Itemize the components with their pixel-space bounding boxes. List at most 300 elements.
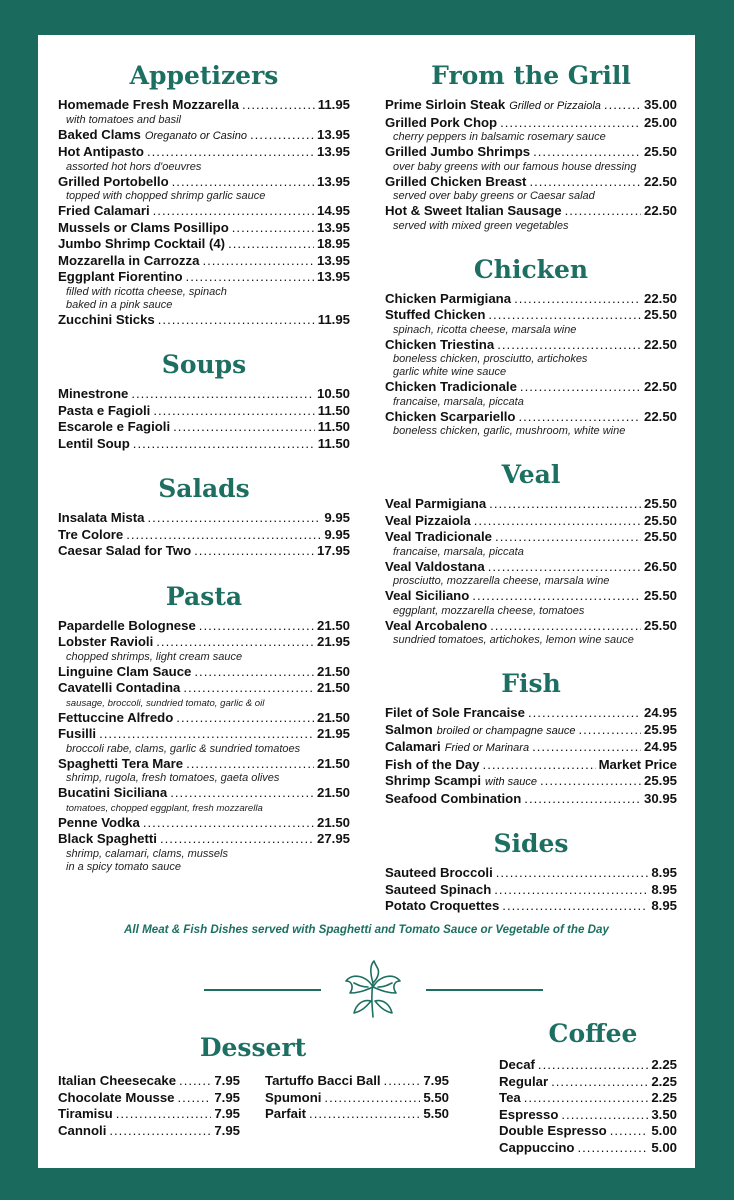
pasta-title: Pasta bbox=[165, 581, 243, 611]
dot-leader bbox=[147, 144, 314, 161]
item-name: Chicken Tradicionale bbox=[385, 379, 517, 394]
item-price: 7.95 bbox=[423, 1073, 449, 1088]
dot-leader bbox=[551, 1074, 648, 1091]
dot-leader bbox=[604, 97, 641, 114]
item-name: Penne Vodka bbox=[58, 814, 140, 830]
fish-title: Fish bbox=[501, 669, 561, 698]
menu-item-lentil-soup bbox=[58, 436, 350, 453]
item-name: Sauteed Spinach bbox=[385, 881, 492, 897]
menu-item-espresso bbox=[499, 1107, 677, 1124]
menu-item-spumoni bbox=[265, 1090, 449, 1107]
item-description: boneless chicken, garlic, mushroom, white wine bbox=[393, 425, 626, 437]
menu-item-regular bbox=[499, 1074, 677, 1091]
item-description: sundried tomatoes, artichokes, lemon wine sauce bbox=[393, 634, 634, 646]
menu-item-row bbox=[58, 386, 350, 403]
item-description: filled with ricotta cheese, spinach bbox=[66, 285, 227, 298]
item-note: Oreganato or Casino bbox=[144, 129, 247, 142]
veal-section bbox=[385, 458, 677, 647]
dot-leader bbox=[250, 127, 314, 144]
item-description: topped with chopped shrimp garlic sauce bbox=[66, 190, 266, 202]
item-price: 21.50 bbox=[316, 680, 350, 695]
item-price: 7.95 bbox=[214, 1089, 240, 1105]
item-name: Fish of the Day bbox=[385, 756, 480, 772]
item-price: 13.95 bbox=[316, 219, 350, 235]
dot-leader bbox=[143, 815, 314, 832]
menu-item-italian-cheesecake bbox=[58, 1073, 240, 1090]
item-name: Veal Tradicionale bbox=[385, 529, 493, 544]
item-name: Chicken Triestina bbox=[385, 336, 495, 352]
dot-leader bbox=[518, 409, 641, 426]
dot-leader bbox=[133, 436, 315, 453]
item-description: spinach, ricotta cheese, marsala wine bbox=[393, 323, 577, 336]
item-name: Cappuccino bbox=[499, 1139, 575, 1155]
dot-leader bbox=[324, 1090, 420, 1107]
menu-item-grilled-portobello bbox=[58, 174, 350, 204]
item-price: 2.25 bbox=[651, 1073, 677, 1089]
menu-item-veal-arcobaleno bbox=[385, 618, 677, 648]
menu-item-prime-sirloin-steak bbox=[385, 97, 677, 115]
menu-item-row bbox=[58, 726, 350, 743]
item-description: assorted hot hors d'oeuvres bbox=[66, 160, 202, 173]
salads-section bbox=[58, 472, 350, 560]
item-description: with tomatoes and basil bbox=[66, 113, 181, 126]
menu-item-row bbox=[385, 144, 677, 161]
dot-leader bbox=[538, 1057, 648, 1074]
item-price: 11.50 bbox=[317, 419, 350, 434]
item-name: Grilled Pork Chop bbox=[385, 114, 498, 130]
menu-item-row bbox=[58, 1090, 240, 1107]
dot-leader bbox=[496, 865, 649, 882]
menu-item-chicken-parmigiana bbox=[385, 291, 677, 308]
item-description: chopped shrimps, light cream sauce bbox=[66, 650, 243, 663]
item-price: 2.25 bbox=[651, 1057, 677, 1072]
menu-item-row bbox=[385, 203, 677, 220]
item-name: Pasta e Fagioli bbox=[58, 402, 151, 418]
item-name: Grilled Jumbo Shrimps bbox=[385, 144, 531, 159]
dot-leader bbox=[202, 253, 314, 270]
menu-item-row bbox=[58, 312, 350, 329]
menu-item-row bbox=[385, 496, 677, 513]
dessert-title: Dessert bbox=[199, 1033, 307, 1062]
item-price: 22.50 bbox=[643, 408, 677, 424]
item-price: 5.50 bbox=[423, 1089, 449, 1105]
dot-leader bbox=[186, 269, 314, 286]
dot-leader bbox=[173, 419, 315, 436]
menu-item-row bbox=[385, 291, 677, 308]
item-name: Escarole e Fagioli bbox=[58, 419, 171, 434]
item-price: 7.95 bbox=[214, 1106, 240, 1121]
item-description: francaise, marsala, piccata bbox=[393, 395, 524, 408]
menu-item-row bbox=[385, 379, 677, 396]
menu-item-veal-parmigiana bbox=[385, 496, 677, 513]
menu-item-fusilli bbox=[58, 726, 350, 756]
item-name: Cannoli bbox=[58, 1122, 107, 1138]
menu-item-row bbox=[499, 1140, 677, 1157]
item-price: 10.50 bbox=[316, 386, 350, 401]
item-name: Baked Clams bbox=[58, 126, 141, 142]
dot-leader bbox=[529, 174, 641, 191]
sides-title: Sides bbox=[493, 829, 569, 858]
item-price: 22.50 bbox=[643, 203, 677, 218]
menu-item-row bbox=[385, 588, 677, 605]
item-name: Homemade Fresh Mozzarella bbox=[58, 97, 240, 112]
menu-item-row bbox=[385, 739, 677, 757]
dot-leader bbox=[472, 588, 641, 605]
menu-item-row bbox=[58, 618, 350, 635]
dot-leader bbox=[179, 1073, 211, 1090]
sides-section bbox=[385, 827, 677, 915]
dot-leader bbox=[495, 529, 641, 546]
item-name: Chicken Parmigiana bbox=[385, 290, 512, 306]
dot-leader bbox=[488, 559, 641, 576]
item-name: Tea bbox=[499, 1090, 521, 1105]
item-price: 25.00 bbox=[643, 114, 677, 130]
item-description: served over baby greens or Caesar salad bbox=[393, 190, 595, 202]
menu-item-homemade-fresh-mozzarella bbox=[58, 97, 350, 127]
dot-leader bbox=[126, 527, 321, 544]
coffee-title: Coffee bbox=[548, 1019, 638, 1048]
chicken-section bbox=[385, 253, 677, 439]
item-note: Grilled or Pizzaiola bbox=[509, 100, 601, 112]
dot-leader bbox=[494, 882, 648, 899]
menu-item-row bbox=[58, 97, 350, 114]
menu-item-row bbox=[58, 253, 350, 270]
menu-item-row bbox=[58, 269, 350, 286]
menu-item-row bbox=[385, 898, 677, 915]
item-name: Hot Antipasto bbox=[58, 144, 144, 159]
item-price: 5.00 bbox=[651, 1139, 677, 1155]
dot-leader bbox=[524, 1090, 649, 1107]
menu-item-veal-valdostana bbox=[385, 559, 677, 589]
item-price: 25.50 bbox=[643, 496, 677, 511]
item-name: Tre Colore bbox=[58, 526, 124, 542]
menu-item-seafood-combination bbox=[385, 791, 677, 808]
item-name: Parfait bbox=[265, 1106, 307, 1121]
item-price: 30.95 bbox=[643, 790, 677, 806]
menu-item-row bbox=[499, 1123, 677, 1140]
menu-item-row bbox=[58, 710, 350, 727]
leaf-ornament-icon bbox=[340, 957, 406, 1023]
menu-item-row bbox=[58, 144, 350, 161]
dessert-column-b bbox=[265, 1073, 449, 1123]
item-description: eggplant, mozzarella cheese, tomatoes bbox=[393, 604, 585, 617]
dot-leader bbox=[533, 144, 641, 161]
menu-item-row bbox=[385, 618, 677, 635]
served-with-note: All Meat & Fish Dishes served with Spaghetti and Tomato Sauce or Vegetable of the Day bbox=[124, 923, 609, 936]
item-name: Lobster Ravioli bbox=[58, 634, 154, 649]
item-price: 5.50 bbox=[423, 1106, 449, 1121]
item-name: Insalata Mista bbox=[58, 510, 145, 525]
menu-item-potato-croquettes bbox=[385, 898, 677, 915]
item-name: Calamari bbox=[385, 739, 441, 754]
dot-leader bbox=[109, 1123, 211, 1140]
item-name: Spaghetti Tera Mare bbox=[58, 755, 184, 771]
menu-item-filet-of-sole-francaise bbox=[385, 705, 677, 722]
soups-items bbox=[58, 386, 350, 452]
item-description: francaise, marsala, piccata bbox=[393, 545, 524, 558]
menu-item-row bbox=[58, 174, 350, 191]
menu-item-spaghetti-tera-mare bbox=[58, 756, 350, 786]
item-price: 13.95 bbox=[316, 269, 350, 284]
menu-item-row bbox=[385, 773, 677, 791]
menu-page bbox=[38, 35, 695, 1168]
item-price: 21.50 bbox=[316, 663, 350, 679]
item-price: 21.50 bbox=[316, 617, 350, 633]
menu-item-row bbox=[385, 882, 677, 899]
dot-leader bbox=[170, 785, 314, 802]
dot-leader bbox=[309, 1106, 420, 1123]
menu-item-veal-pizzaiola bbox=[385, 513, 677, 530]
item-description: boneless chicken, prosciutto, artichokes bbox=[393, 353, 588, 365]
item-price: 22.50 bbox=[643, 336, 677, 352]
item-price: 7.95 bbox=[214, 1073, 240, 1088]
item-name: Chocolate Mousse bbox=[58, 1089, 175, 1105]
dot-leader bbox=[99, 726, 314, 743]
item-description: served with mixed green vegetables bbox=[393, 219, 569, 232]
dot-leader bbox=[194, 543, 314, 560]
item-description: shrimp, calamari, clams, mussels bbox=[66, 847, 228, 860]
menu-item-row bbox=[58, 634, 350, 651]
dot-leader bbox=[514, 291, 641, 308]
menu-item-row bbox=[58, 756, 350, 773]
item-price: 9.95 bbox=[324, 526, 350, 542]
item-price: 8.95 bbox=[651, 881, 677, 897]
menu-item-row bbox=[58, 403, 350, 420]
menu-item-sauteed-broccoli bbox=[385, 865, 677, 882]
dot-leader bbox=[116, 1106, 212, 1123]
menu-item-grilled-chicken-breast bbox=[385, 174, 677, 204]
item-name: Caesar Salad for Two bbox=[58, 543, 192, 558]
menu-item-pasta-e-fagioli bbox=[58, 403, 350, 420]
item-description: tomatoes, chopped eggplant, fresh mozzarella bbox=[66, 802, 263, 814]
appetizers-title: Appetizers bbox=[129, 61, 279, 90]
dot-leader bbox=[489, 496, 641, 513]
dot-leader bbox=[578, 722, 641, 739]
item-name: Zucchini Sticks bbox=[58, 311, 155, 327]
menu-item-sauteed-spinach bbox=[385, 882, 677, 899]
dot-leader bbox=[524, 791, 641, 808]
menu-item-salmon bbox=[385, 722, 677, 740]
menu-item-chicken-tradicionale bbox=[385, 379, 677, 409]
item-note: with sauce bbox=[485, 776, 537, 788]
item-name: Tiramisu bbox=[58, 1106, 113, 1121]
item-name: Spumoni bbox=[265, 1089, 322, 1105]
menu-item-decaf bbox=[499, 1057, 677, 1074]
salads-title: Salads bbox=[158, 474, 250, 503]
item-price: 17.95 bbox=[316, 543, 350, 558]
item-price: 13.95 bbox=[316, 252, 350, 268]
item-name: Grilled Chicken Breast bbox=[385, 173, 527, 189]
menu-item-row bbox=[58, 1123, 240, 1140]
item-name: Decaf bbox=[499, 1057, 535, 1072]
menu-item-bucatini-siciliana bbox=[58, 785, 350, 815]
item-price: 25.50 bbox=[643, 529, 677, 544]
item-name: Grilled Portobello bbox=[58, 173, 169, 189]
menu-item-jumbo-shrimp-cocktail-4 bbox=[58, 236, 350, 253]
item-name: Fusilli bbox=[58, 726, 97, 741]
menu-item-hot-sweet-italian-sausage bbox=[385, 203, 677, 233]
menu-item-row bbox=[385, 174, 677, 191]
dot-leader bbox=[158, 312, 315, 329]
menu-item-chocolate-mousse bbox=[58, 1090, 240, 1107]
item-price: 25.50 bbox=[643, 617, 677, 633]
item-name: Italian Cheesecake bbox=[58, 1073, 177, 1088]
item-name: Fried Calamari bbox=[58, 203, 150, 218]
item-name: Mozzarella in Carrozza bbox=[58, 252, 200, 268]
dot-leader bbox=[183, 680, 314, 697]
menu-item-fettuccine-alfredo bbox=[58, 710, 350, 727]
item-name: Sauteed Broccoli bbox=[385, 865, 493, 880]
item-name: Double Espresso bbox=[499, 1123, 607, 1138]
menu-item-row bbox=[58, 785, 350, 802]
item-name: Potato Croquettes bbox=[385, 898, 500, 913]
menu-item-row bbox=[385, 757, 677, 774]
salads-items bbox=[58, 510, 350, 560]
menu-item-baked-clams bbox=[58, 127, 350, 145]
item-price: 25.95 bbox=[643, 773, 677, 788]
item-price: 25.50 bbox=[643, 144, 677, 159]
menu-item-row bbox=[58, 203, 350, 220]
item-name: Black Spaghetti bbox=[58, 831, 157, 846]
dot-leader bbox=[186, 756, 314, 773]
item-price: 25.50 bbox=[643, 588, 677, 603]
item-price: 35.00 bbox=[643, 97, 677, 112]
menu-item-black-spaghetti bbox=[58, 831, 350, 874]
item-name: Linguine Clam Sauce bbox=[58, 663, 192, 679]
dot-leader bbox=[242, 97, 315, 114]
dot-leader bbox=[610, 1123, 649, 1140]
item-price: 5.00 bbox=[651, 1123, 677, 1138]
grill-section bbox=[385, 59, 677, 233]
item-price: 8.95 bbox=[651, 865, 677, 880]
item-price: 9.95 bbox=[324, 510, 350, 525]
menu-item-penne-vodka bbox=[58, 815, 350, 832]
item-price: 21.50 bbox=[316, 709, 350, 725]
menu-item-row bbox=[499, 1057, 677, 1074]
item-price: 8.95 bbox=[651, 898, 677, 913]
right-column bbox=[385, 59, 677, 935]
menu-item-row bbox=[265, 1106, 449, 1123]
item-name: Hot & Sweet Italian Sausage bbox=[385, 203, 562, 218]
menu-item-eggplant-fiorentino bbox=[58, 269, 350, 312]
menu-item-double-espresso bbox=[499, 1123, 677, 1140]
menu-item-grilled-pork-chop bbox=[385, 115, 677, 145]
menu-item-calamari bbox=[385, 739, 677, 757]
item-description: over baby greens with our famous house dressing bbox=[393, 160, 637, 173]
menu-item-row bbox=[499, 1090, 677, 1107]
item-price: 26.50 bbox=[643, 558, 677, 574]
menu-item-row bbox=[58, 220, 350, 237]
item-name: Espresso bbox=[499, 1106, 559, 1122]
pasta-section bbox=[58, 580, 350, 874]
dot-leader bbox=[384, 1073, 421, 1090]
divider-left bbox=[204, 989, 321, 991]
item-name: Chicken Scarpariello bbox=[385, 408, 516, 424]
dot-leader bbox=[502, 898, 648, 915]
appetizers-section bbox=[58, 59, 350, 328]
menu-item-row bbox=[58, 664, 350, 681]
item-name: Filet of Sole Francaise bbox=[385, 705, 525, 720]
veal-title: Veal bbox=[501, 460, 561, 489]
item-price: 21.50 bbox=[316, 814, 350, 830]
veal-items bbox=[385, 496, 677, 647]
menu-item-row bbox=[58, 543, 350, 560]
dot-leader bbox=[540, 773, 641, 790]
item-name: Stuffed Chicken bbox=[385, 307, 486, 322]
dot-leader bbox=[577, 1140, 648, 1157]
dot-leader bbox=[172, 174, 314, 191]
item-name: Cavatelli Contadina bbox=[58, 680, 181, 695]
menu-item-tiramisu bbox=[58, 1106, 240, 1123]
menu-item-tea bbox=[499, 1090, 677, 1107]
menu-item-tre-colore bbox=[58, 527, 350, 544]
dot-leader bbox=[528, 705, 641, 722]
menu-item-mussels-or-clams-posillipo bbox=[58, 220, 350, 237]
dot-leader bbox=[232, 220, 314, 237]
item-name: Bucatini Siciliana bbox=[58, 785, 168, 800]
item-price: 13.95 bbox=[316, 144, 350, 159]
menu-item-row bbox=[265, 1073, 449, 1090]
item-description: cherry peppers in balsamic rosemary sauce bbox=[393, 131, 606, 143]
menu-item-row bbox=[385, 705, 677, 722]
grill-items bbox=[385, 97, 677, 233]
sides-items bbox=[385, 865, 677, 915]
item-description: in a spicy tomato sauce bbox=[66, 860, 181, 873]
item-price: 22.50 bbox=[643, 290, 677, 306]
item-note: broiled or champagne sauce bbox=[436, 724, 576, 737]
pasta-items bbox=[58, 618, 350, 874]
item-price: 24.95 bbox=[643, 739, 677, 754]
menu-item-insalata-mista bbox=[58, 510, 350, 527]
item-price: 25.50 bbox=[643, 307, 677, 322]
item-price: 22.50 bbox=[643, 173, 677, 189]
menu-item-parfait bbox=[265, 1106, 449, 1123]
menu-item-shrimp-scampi bbox=[385, 773, 677, 791]
item-price: 13.95 bbox=[316, 173, 350, 189]
menu-item-row bbox=[385, 529, 677, 546]
menu-item-row bbox=[265, 1090, 449, 1107]
item-name: Regular bbox=[499, 1073, 549, 1089]
menu-item-row bbox=[385, 97, 677, 115]
menu-item-row bbox=[58, 1106, 240, 1123]
item-note: Fried or Marinara bbox=[444, 742, 530, 754]
item-price: 11.95 bbox=[317, 97, 350, 112]
chicken-items bbox=[385, 291, 677, 439]
menu-item-chicken-triestina bbox=[385, 337, 677, 380]
dot-leader bbox=[176, 710, 314, 727]
menu-item-row bbox=[58, 527, 350, 544]
menu-item-fried-calamari bbox=[58, 203, 350, 220]
fish-items bbox=[385, 705, 677, 807]
dot-leader bbox=[156, 634, 314, 651]
grill-title: From the Grill bbox=[431, 61, 631, 90]
item-price: 25.95 bbox=[643, 721, 677, 737]
item-description: prosciutto, mozzarella cheese, marsala wine bbox=[393, 575, 610, 587]
menu-item-mozzarella-in-carrozza bbox=[58, 253, 350, 270]
dot-leader bbox=[194, 664, 314, 681]
menu-item-minestrone bbox=[58, 386, 350, 403]
menu-item-row bbox=[58, 127, 350, 145]
menu-item-row bbox=[499, 1107, 677, 1124]
dot-leader bbox=[131, 386, 314, 403]
divider-right bbox=[426, 989, 543, 991]
item-name: Mussels or Clams Posillipo bbox=[58, 219, 229, 235]
menu-item-grilled-jumbo-shrimps bbox=[385, 144, 677, 174]
item-name: Veal Pizzaiola bbox=[385, 512, 471, 528]
item-name: Tartuffo Bacci Ball bbox=[265, 1073, 381, 1088]
menu-item-row bbox=[385, 559, 677, 576]
menu-item-row bbox=[499, 1074, 677, 1091]
